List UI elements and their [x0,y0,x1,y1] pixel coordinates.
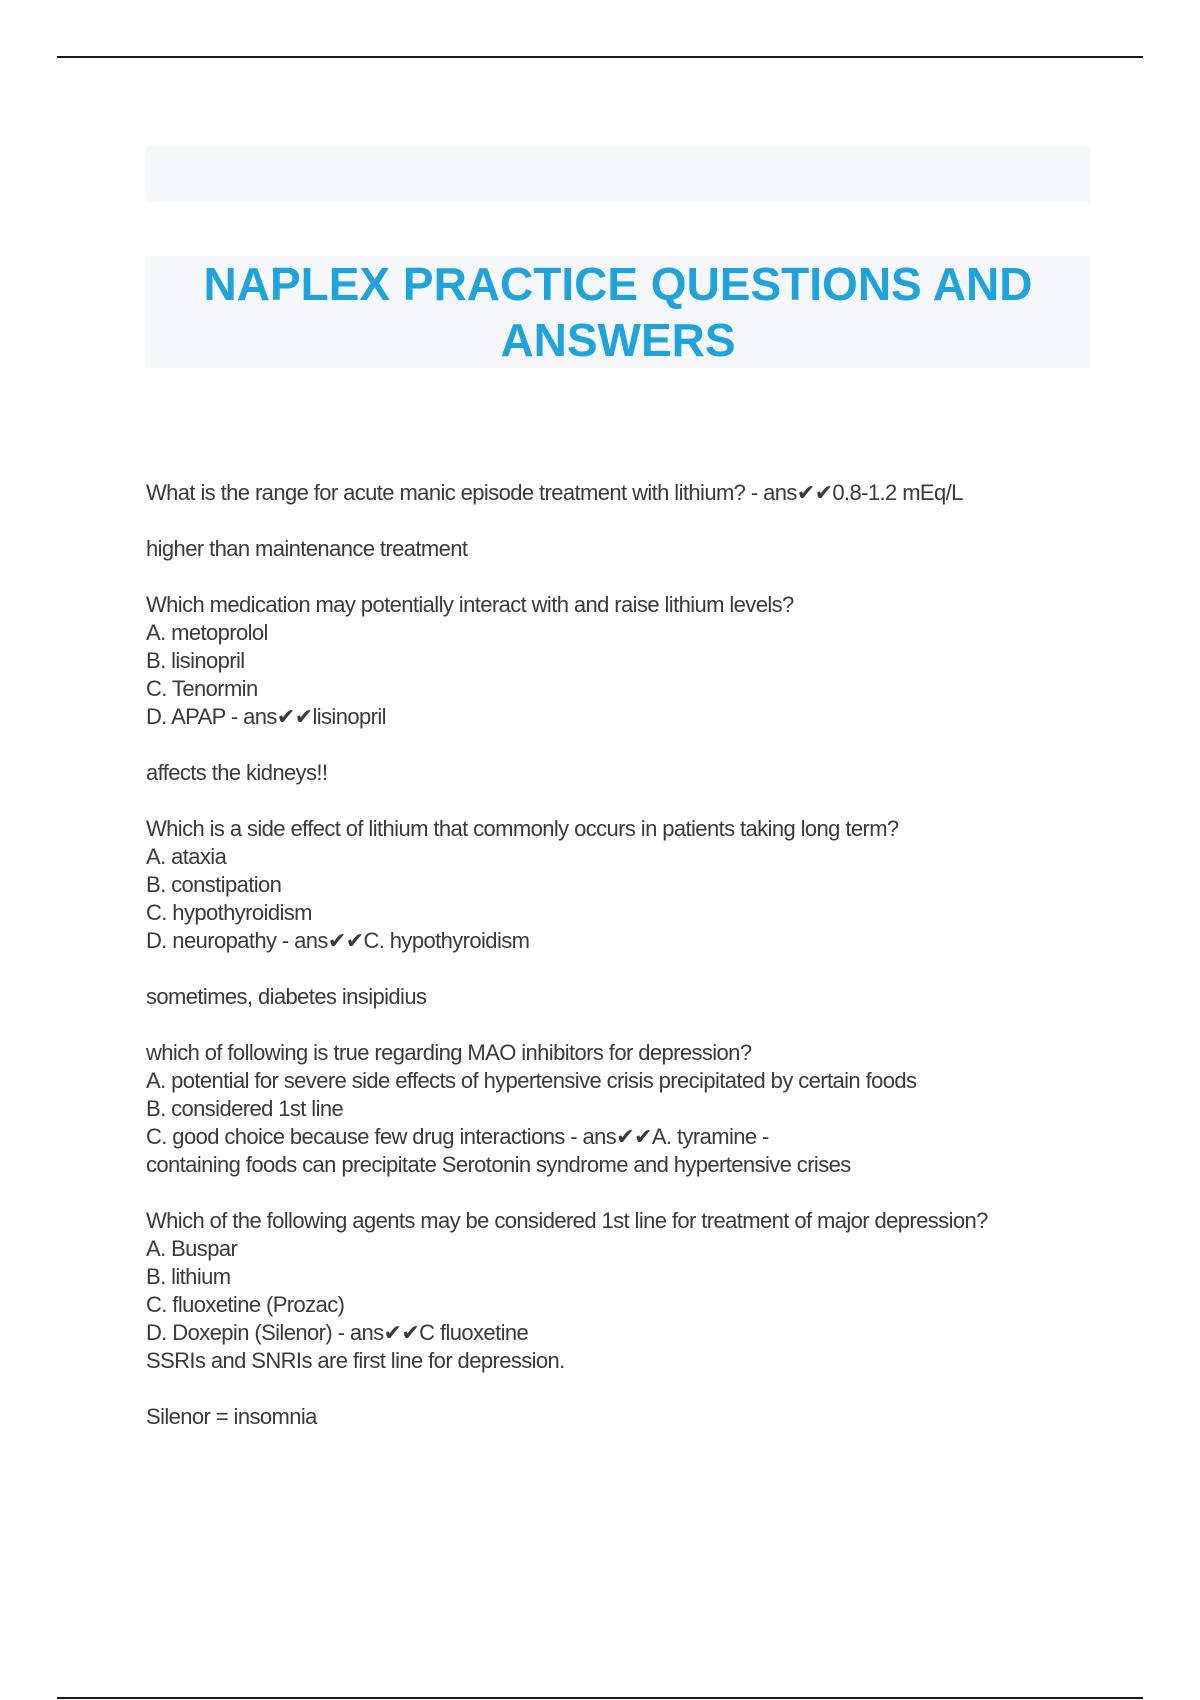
option-line: D. neuropathy - ans✔✔C. hypothyroidism [146,928,530,953]
option-line: D. APAP - ans✔✔lisinopril [146,704,386,729]
qa-block [146,815,1106,955]
qa-block [146,591,1106,731]
bottom-rule [57,1697,1143,1699]
qa-content [146,479,1106,1431]
qa-block [146,759,1106,787]
option-line: C. fluoxetine (Prozac) [146,1292,345,1317]
text-line: Silenor = insomnia [146,1404,317,1429]
header-band [146,146,1090,202]
text-line: SSRIs and SNRIs are first line for depression. [146,1348,565,1373]
block-gap [146,1011,1106,1039]
qa-block [146,1039,1106,1179]
option-line: C. hypothyroidism [146,900,312,925]
block-gap [146,731,1106,759]
title-band [146,256,1090,368]
text-line: What is the range for acute manic episode treatment with lithium? - ans✔✔0.8-1.2 mEq/L [146,480,963,505]
block-gap [146,507,1106,535]
document-title [146,256,1090,368]
question-line: Which is a side effect of lithium that commonly occurs in patients taking long term? [146,816,899,841]
block-gap [146,1179,1106,1207]
option-line: C. good choice because few drug interactions - ans✔✔A. tyramine - [146,1124,769,1149]
top-rule [57,56,1143,58]
qa-block [146,1207,1106,1375]
text-line: sometimes, diabetes insipidius [146,984,427,1009]
block-gap [146,787,1106,815]
qa-block [146,983,1106,1011]
option-line: A. metoprolol [146,620,268,645]
qa-block [146,479,1106,507]
option-line: B. lisinopril [146,648,245,673]
question-line: Which of the following agents may be considered 1st line for treatment of major depression? [146,1208,988,1233]
text-line: containing foods can precipitate Serotonin syndrome and hypertensive crises [146,1152,851,1177]
block-gap [146,1375,1106,1403]
text-line: higher than maintenance treatment [146,536,468,561]
question-line: Which medication may potentially interact with and raise lithium levels? [146,592,794,617]
option-line: A. ataxia [146,844,227,869]
option-line: C. Tenormin [146,676,258,701]
qa-block [146,535,1106,563]
title-line-1: NAPLEX PRACTICE QUESTIONS AND [203,258,1033,310]
block-gap [146,563,1106,591]
option-line: B. lithium [146,1264,231,1289]
option-line: B. constipation [146,872,282,897]
question-line: which of following is true regarding MAO inhibitors for depression? [146,1040,752,1065]
block-gap [146,955,1106,983]
option-line: B. considered 1st line [146,1096,344,1121]
option-line: A. potential for severe side effects of hypertensive crisis precipitated by certain foods [146,1068,917,1093]
option-line: A. Buspar [146,1236,238,1261]
option-line: D. Doxepin (Silenor) - ans✔✔C fluoxetine [146,1320,529,1345]
text-line: affects the kidneys!! [146,760,328,785]
title-line-2: ANSWERS [500,314,736,366]
qa-block [146,1403,1106,1431]
